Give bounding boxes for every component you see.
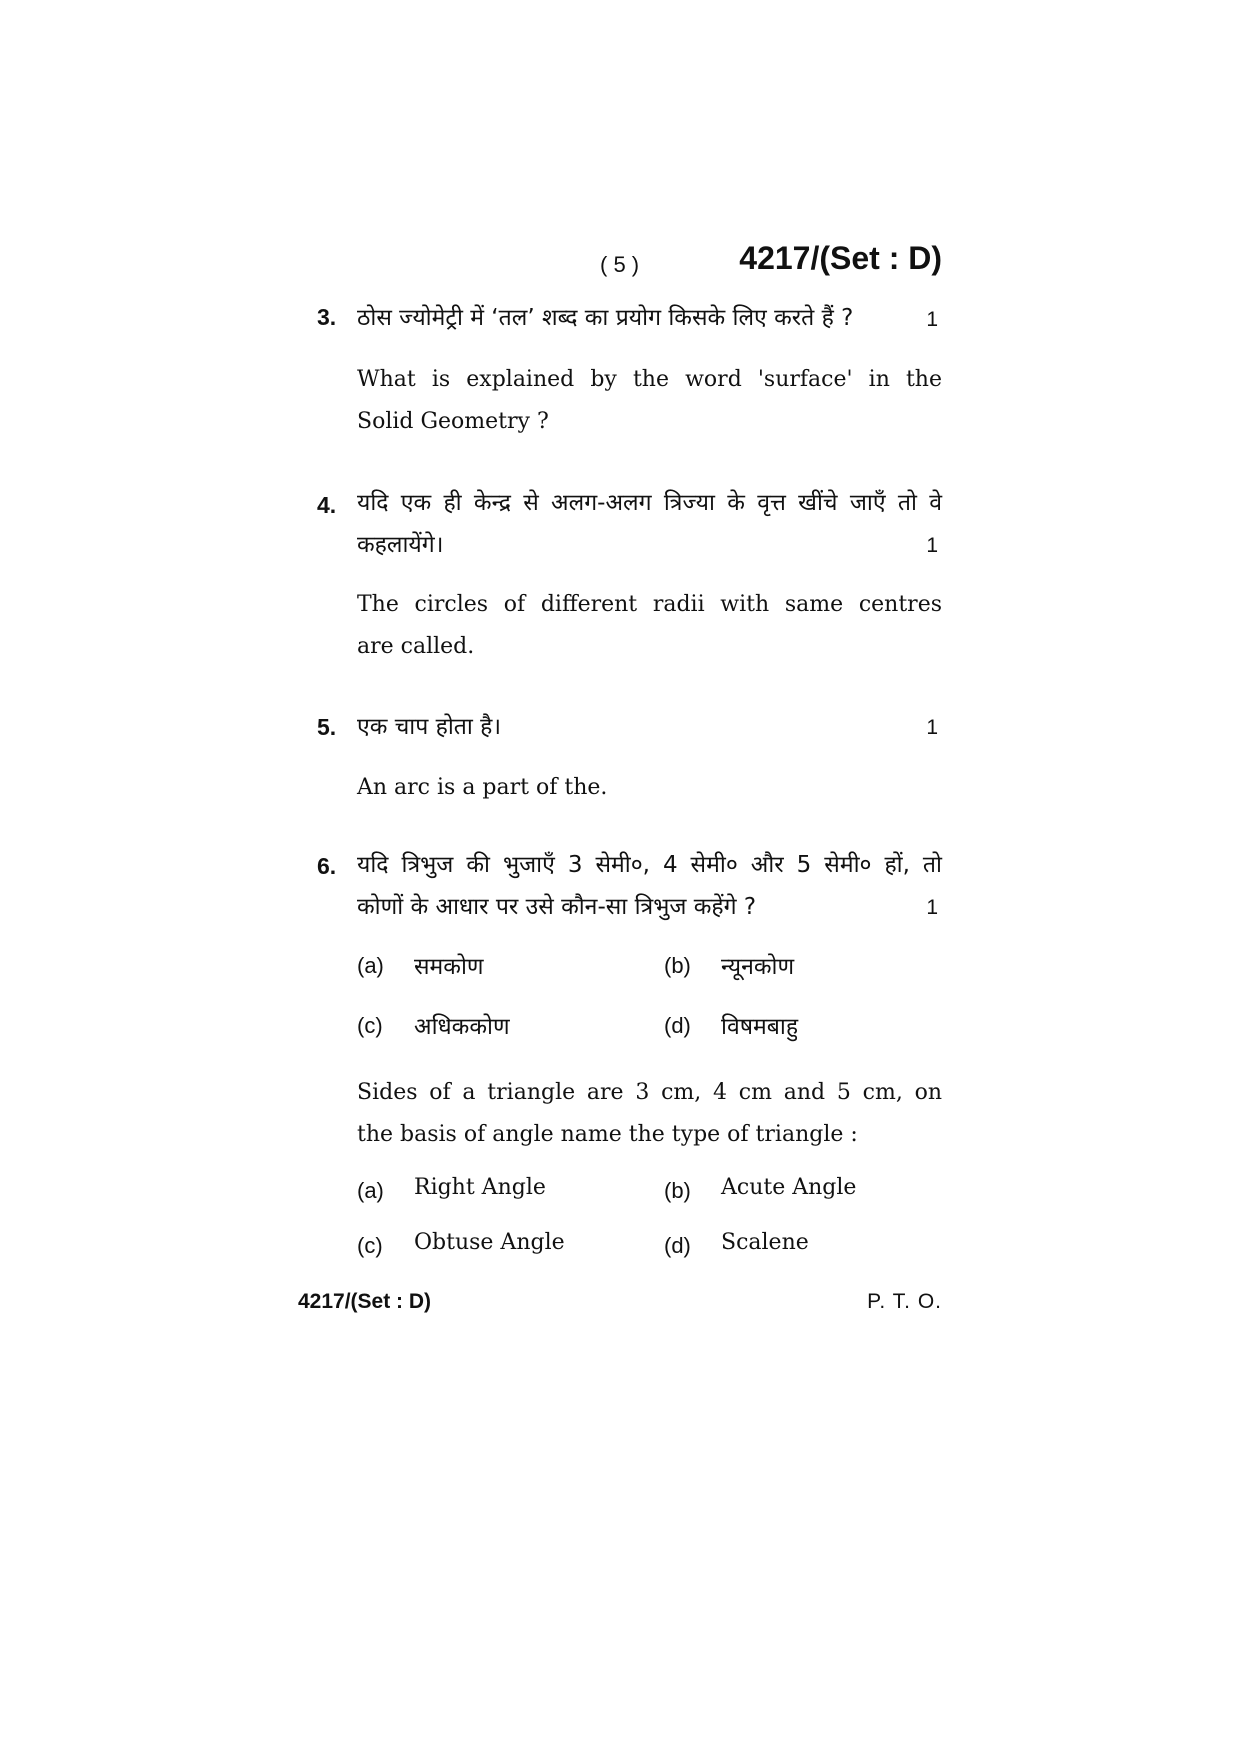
option-d-text-hindi: विषमबाहु <box>721 1014 799 1040</box>
question-3-marks: 1 <box>926 308 938 331</box>
question-6-english-line-1: Sides of a triangle are 3 cm, 4 cm and 5 cm, on <box>357 1080 942 1105</box>
question-5-english: An arc is a part of the. <box>357 775 608 800</box>
page-number: ( 5 ) <box>600 252 640 277</box>
option-c-label-hindi: (c) <box>357 1013 383 1038</box>
question-5-marks: 1 <box>926 716 938 739</box>
question-6-number: 6. <box>317 853 337 879</box>
question-4-hindi-line-1: यदि एक ही केन्द्र से अलग-अलग त्रिज्या के वृत्त खींचे जाएँ तो वे <box>357 490 942 516</box>
question-3-english-line-1: What is explained by the word 'surface' in the <box>357 367 942 392</box>
question-5-hindi: एक चाप होता है। <box>357 714 502 740</box>
paper-code-footer: 4217/(Set : D) <box>298 1290 432 1313</box>
option-b-label-english: (b) <box>664 1178 691 1203</box>
question-4-number: 4. <box>317 492 337 518</box>
question-4-hindi-line-2: कहलायेंगे। <box>357 532 444 558</box>
option-a-label-english: (a) <box>357 1178 384 1203</box>
please-turn-over: P. T. O. <box>867 1290 942 1313</box>
question-6-hindi-line-2: कोणों के आधार पर उसे कौन-सा त्रिभुज कहेंगे ? <box>357 894 757 920</box>
option-c-text-hindi: अधिककोण <box>414 1014 510 1040</box>
question-3-english-line-2: Solid Geometry ? <box>357 409 549 434</box>
question-4-english-line-1: The circles of different radii with same centres <box>357 592 942 617</box>
question-5-number: 5. <box>317 714 337 740</box>
option-c-text-english: Obtuse Angle <box>414 1230 565 1255</box>
option-a-text-hindi: समकोण <box>414 954 484 980</box>
option-b-label-hindi: (b) <box>664 953 691 978</box>
option-c-label-english: (c) <box>357 1233 383 1258</box>
question-6-hindi-line-1: यदि त्रिभुज की भुजाएँ 3 सेमी०, 4 सेमी० और 5 सेमी० हों, तो <box>357 852 942 878</box>
question-3-number: 3. <box>317 304 337 330</box>
option-a-label-hindi: (a) <box>357 953 384 978</box>
option-d-label-hindi: (d) <box>664 1013 691 1038</box>
question-4-english-line-2: are called. <box>357 634 475 659</box>
option-d-label-english: (d) <box>664 1233 691 1258</box>
option-a-text-english: Right Angle <box>414 1175 546 1200</box>
question-3-hindi: ठोस ज्योमेट्री में ‘तल’ शब्द का प्रयोग किसके लिए करते हैं ? <box>357 305 854 331</box>
question-4-marks: 1 <box>926 534 938 557</box>
paper-code-header: 4217/(Set : D) <box>739 240 942 276</box>
option-b-text-english: Acute Angle <box>721 1175 857 1200</box>
option-d-text-english: Scalene <box>721 1230 809 1255</box>
option-b-text-hindi: न्यूनकोण <box>721 954 795 980</box>
question-6-marks: 1 <box>926 896 938 919</box>
question-6-english-line-2: the basis of angle name the type of triangle : <box>357 1122 858 1147</box>
